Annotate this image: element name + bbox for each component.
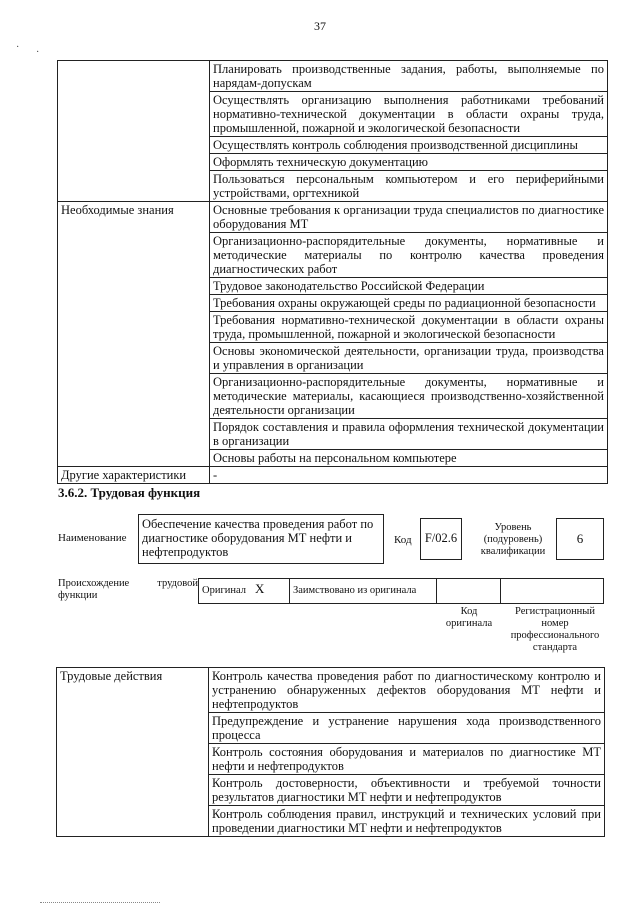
action-row: Контроль качества проведения работ по диагностическому контролю и устранению обнаруженных дефектов оборудования МТ нефти и нефтепродуктов	[209, 668, 605, 713]
margin-mark: ·	[36, 47, 40, 58]
knowledge-row: Организационно-распорядительные документы, нормативные и методические материалы по контролю качества проведения диагностических работ	[210, 233, 608, 278]
section-title: 3.6.2. Трудовая функция	[58, 485, 201, 500]
knowledge-row: Требования охраны окружающей среды по радиационной безопасности	[210, 295, 608, 312]
original-label: Оригинал	[202, 585, 246, 596]
origin-label: Происхождение трудовой функции	[58, 578, 198, 601]
level-label: Уровень (подуровень) квалификации	[480, 522, 546, 557]
reg-number-label: Регистрационный номер профессионального стандарта	[510, 606, 600, 653]
name-label: Наименование	[58, 532, 127, 544]
skills-label-cell	[58, 61, 210, 202]
action-row: Предупреждение и устранение нарушения хода производственного процесса	[209, 713, 605, 744]
action-row: Контроль достоверности, объективности и требуемой точности результатов диагностики МТ нефти и нефтепродуктов	[209, 775, 605, 806]
actions-table	[56, 667, 605, 837]
code-original-label: Код оригинала	[445, 606, 493, 629]
knowledge-row: Основные требования к организации труда специалистов по диагностике оборудования МТ	[210, 202, 608, 233]
code-value: F/02.6	[420, 518, 462, 560]
skill-row: Осуществлять организацию выполнения работниками требований нормативно-технической документации в области охраны труда, промышленной, пожарной и экологической безопасности	[210, 92, 608, 137]
origin-divider	[500, 578, 501, 604]
origin-divider	[289, 578, 290, 604]
knowledge-row: Организационно-распорядительные документы, нормативные и методические материалы, касающиеся производственно-хозяйственной деятельности организации	[210, 374, 608, 419]
knowledge-row: Требования нормативно-технической документации в области охраны труда, промышленной, пожарной и экологической безопасности	[210, 312, 608, 343]
page-number: 37	[314, 19, 326, 33]
level-value: 6	[556, 518, 604, 560]
margin-mark: ·	[16, 42, 20, 53]
other-label: Другие характеристики	[58, 467, 210, 484]
skill-row: Оформлять техническую документацию	[210, 154, 608, 171]
other-value: -	[210, 467, 608, 484]
actions-label: Трудовые действия	[57, 668, 209, 837]
borrowed-label: Заимствовано из оригинала	[293, 585, 417, 596]
knowledge-label: Необходимые знания	[58, 202, 210, 467]
action-row: Контроль соблюдения правил, инструкций и технических условий при проведении диагностики МТ нефти и нефтепродуктов	[209, 806, 605, 837]
skills-knowledge-table	[57, 60, 608, 484]
skill-row: Планировать производственные задания, работы, выполняемые по нарядам-допускам	[210, 61, 608, 92]
code-label: Код	[394, 534, 412, 546]
origin-divider	[436, 578, 437, 604]
action-row: Контроль состояния оборудования и материалов по диагностике МТ нефти и нефтепродуктов	[209, 744, 605, 775]
original-mark: Х	[255, 581, 265, 596]
skill-row: Осуществлять контроль соблюдения производственной дисциплины	[210, 137, 608, 154]
knowledge-row: Трудовое законодательство Российской Федерации	[210, 278, 608, 295]
skill-row: Пользоваться персональным компьютером и его периферийными устройствами, оргтехникой	[210, 171, 608, 202]
knowledge-row: Основы экономической деятельности, организации труда, производства и управления в организации	[210, 343, 608, 374]
knowledge-row: Порядок составления и правила оформления технической документации в организации	[210, 419, 608, 450]
function-name-box: Обеспечение качества проведения работ по диагностике оборудования МТ нефти и нефтепродуктов	[138, 514, 384, 564]
footer-dots	[40, 902, 160, 903]
knowledge-row: Основы работы на персональном компьютере	[210, 450, 608, 467]
